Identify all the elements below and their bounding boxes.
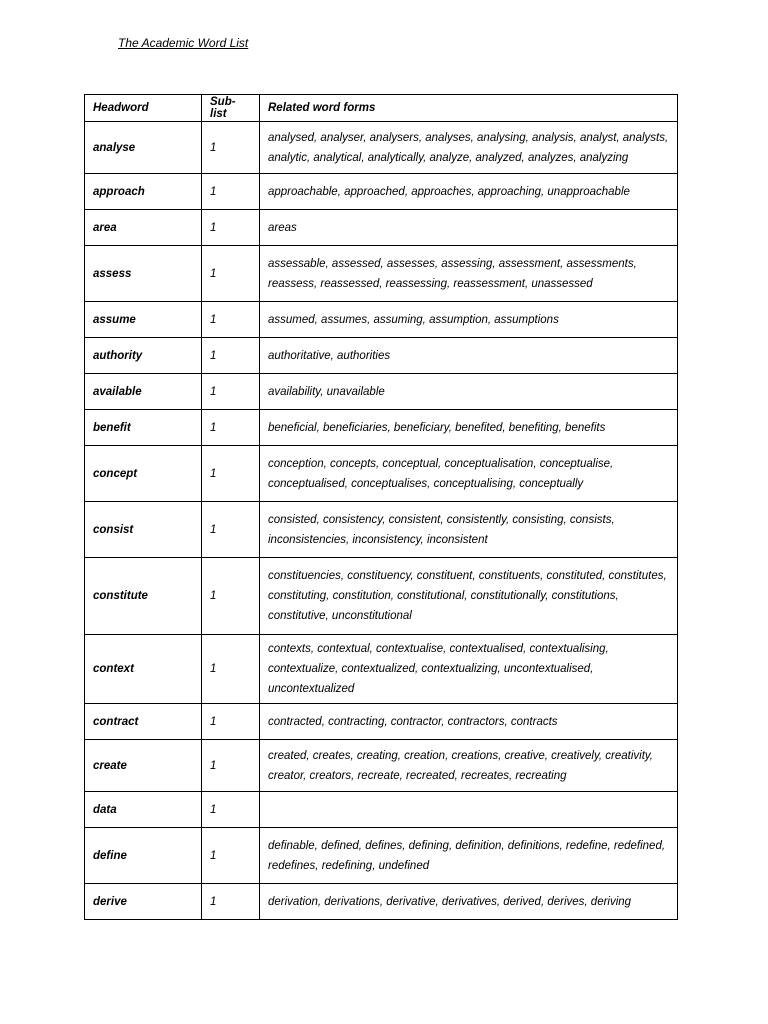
related-forms-cell: constituencies, constituency, constituent, constituents, constituted, constitutes, constituting, constitution, constitutional, constitutionally, constitutions, constitutive, unconstitutional — [260, 558, 678, 635]
related-forms-cell: definable, defined, defines, defining, definition, definitions, redefine, redefined, redefines, redefining, undefined — [260, 828, 678, 884]
document-title: The Academic Word List — [118, 36, 249, 50]
related-forms-cell: assumed, assumes, assuming, assumption, assumptions — [260, 302, 678, 338]
sublist-column-header: Sub-list — [202, 95, 260, 122]
table-body — [85, 122, 678, 920]
related-forms-cell: areas — [260, 210, 678, 246]
table-row — [85, 446, 678, 502]
table-row — [85, 122, 678, 174]
related-forms-cell: assessable, assessed, assesses, assessing, assessment, assessments, reassess, reassessed, reassessing, reassessment, unassessed — [260, 246, 678, 302]
related-forms-cell: analysed, analyser, analysers, analyses, analysing, analysis, analyst, analysts, analytic, analytical, analytically, analyze, analyzed, analyzes, analyzing — [260, 122, 678, 174]
sublist-cell: 1 — [202, 884, 260, 920]
sublist-cell: 1 — [202, 174, 260, 210]
headword-cell: create — [85, 740, 202, 792]
headword-cell: consist — [85, 502, 202, 558]
headword-cell: define — [85, 828, 202, 884]
related-forms-cell: created, creates, creating, creation, creations, creative, creatively, creativity, creator, creators, recreate, recreated, recreates, recreating — [260, 740, 678, 792]
sublist-cell: 1 — [202, 704, 260, 740]
headword-column-header: Headword — [85, 95, 202, 122]
sublist-cell: 1 — [202, 828, 260, 884]
headword-cell: approach — [85, 174, 202, 210]
forms-column-header: Related word forms — [260, 95, 678, 122]
related-forms-cell: contracted, contracting, contractor, contractors, contracts — [260, 704, 678, 740]
table-row — [85, 740, 678, 792]
table-row — [85, 246, 678, 302]
table-row — [85, 210, 678, 246]
table-row — [85, 704, 678, 740]
header-row — [85, 95, 678, 122]
headword-cell: assess — [85, 246, 202, 302]
headword-cell: area — [85, 210, 202, 246]
sublist-cell: 1 — [202, 374, 260, 410]
related-forms-cell: beneficial, beneficiaries, beneficiary, benefited, benefiting, benefits — [260, 410, 678, 446]
sublist-cell: 1 — [202, 740, 260, 792]
headword-cell: available — [85, 374, 202, 410]
table-row — [85, 410, 678, 446]
headword-cell: analyse — [85, 122, 202, 174]
headword-cell: context — [85, 635, 202, 704]
headword-cell: derive — [85, 884, 202, 920]
sublist-cell: 1 — [202, 792, 260, 828]
table-row — [85, 338, 678, 374]
table-row — [85, 792, 678, 828]
sublist-cell: 1 — [202, 338, 260, 374]
sublist-cell: 1 — [202, 410, 260, 446]
sublist-cell: 1 — [202, 122, 260, 174]
sublist-cell: 1 — [202, 635, 260, 704]
related-forms-cell: conception, concepts, conceptual, conceptualisation, conceptualise, conceptualised, conceptualises, conceptualising, conceptually — [260, 446, 678, 502]
word-list-table — [84, 94, 678, 920]
headword-cell: authority — [85, 338, 202, 374]
related-forms-cell: derivation, derivations, derivative, derivatives, derived, derives, deriving — [260, 884, 678, 920]
table-row — [85, 302, 678, 338]
related-forms-cell: authoritative, authorities — [260, 338, 678, 374]
headword-cell: contract — [85, 704, 202, 740]
related-forms-cell: consisted, consistency, consistent, consistently, consisting, consists, inconsistencies, inconsistency, inconsistent — [260, 502, 678, 558]
sublist-cell: 1 — [202, 302, 260, 338]
table-row — [85, 174, 678, 210]
related-forms-cell: contexts, contextual, contextualise, contextualised, contextualising, contextualize, contextualized, contextualizing, uncontextualised, uncontextualized — [260, 635, 678, 704]
related-forms-cell: availability, unavailable — [260, 374, 678, 410]
table-row — [85, 635, 678, 704]
sublist-cell: 1 — [202, 446, 260, 502]
headword-cell: constitute — [85, 558, 202, 635]
table-row — [85, 558, 678, 635]
sublist-cell: 1 — [202, 210, 260, 246]
table-row — [85, 884, 678, 920]
table-row — [85, 502, 678, 558]
sublist-cell: 1 — [202, 558, 260, 635]
headword-cell: assume — [85, 302, 202, 338]
table-row — [85, 828, 678, 884]
headword-cell: concept — [85, 446, 202, 502]
headword-cell: data — [85, 792, 202, 828]
sublist-cell: 1 — [202, 502, 260, 558]
related-forms-cell — [260, 792, 678, 828]
headword-cell: benefit — [85, 410, 202, 446]
table-row — [85, 374, 678, 410]
sublist-cell: 1 — [202, 246, 260, 302]
related-forms-cell: approachable, approached, approaches, approaching, unapproachable — [260, 174, 678, 210]
